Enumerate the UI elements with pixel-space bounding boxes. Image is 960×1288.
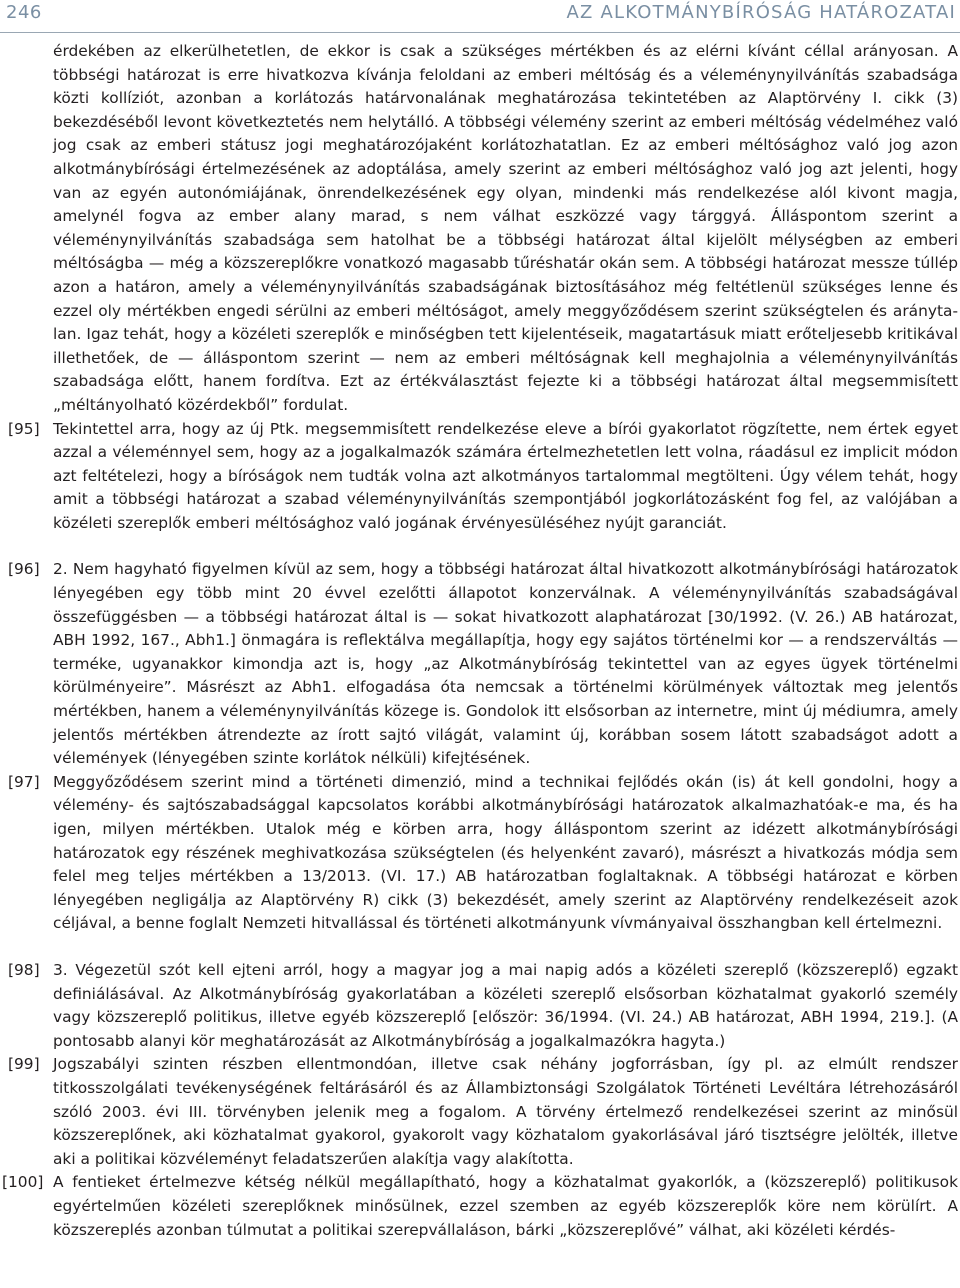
paragraph-98 (0, 959, 960, 1053)
running-head (0, 2, 960, 32)
paragraph-97 (0, 771, 960, 936)
paragraph-number: [99] (8, 1055, 40, 1074)
paragraph-number: [100] (2, 1173, 44, 1192)
paragraph-number: [98] (8, 960, 40, 979)
paragraph-100 (0, 1171, 960, 1242)
paragraph-96 (0, 558, 960, 770)
paragraph-text: 2. Nem hagyható figyelmen kívül az sem, hogy a többségi határozat által hivatkozott alkotmánybírósági határozatok lényegében egy több mint 20 évvel ezelőtti állapotot konzerválnak. A véleménynyilvánítás szabadságával összefüggésben — a többségi határozat által is — sokat hivatkozott alaphatározat [30/1992. (V. 26.) AB határozat, ABH 1992, 167., Abh1.] önmagára is reflektálva megállapítja, hogy egy sajátos történelmi kor — a rendszerváltás — terméke, ugyanakkor kimondja azt is, hogy „az Alkotmánybíróság tekintettel van az egyes ügyek történelmi körülményeire”. Másrészt az Abh1. elfogadása óta nemcsak a történelmi körülmények változtak meg jelentős mértékben, hanem a véleménynyilvánítás közege is. Gondolok itt elsősorban az internetre, mint új médiumra, amely jelentős mértékben átrendezte az írott sajtó világát, valamint új, korábban sosem látott szabadságot adott a vélemények (lényegében szinte korlátok nélküli) kifejtésének. (53, 560, 958, 768)
paragraph-text: A fentieket értelmezve kétség nélkül megállapítható, hogy a közhatalmat gyakorlók, a (közszereplő) politikusok egyértelműen közéleti szereplőknek minősülnek, ezzel szemben az egyéb közszereplők köre nem körülírt. A közszereplés azonban túlmutat a politikai szerepvállaláson, bárki „közszereplővé” válhat, aki közéleti kérdés- (53, 1173, 958, 1239)
paragraph-text: Tekintettel arra, hogy az új Ptk. megsemmisített rendelkezése eleve a bírói gyakorlatot rögzítette, nem értek egyet azzal a véleménnyel sem, hogy az a jogalkalmazók számára értelmezhetetlen lett volna, ráadásul ez implicit módon azt feltételezi, hogy a bíróságok nem tudták volna azt alkotmányos tartalommal megtölteni. Úgy vélem tehát, hogy amit a többségi határozat a szabad véleménynyilvánítás szempontjából jogkorlátozásként fog fel, az valójában a közéleti szereplők emberi méltósághoz való jogának érvényesüléséhez nyújt garanciát. (53, 419, 958, 532)
paragraph-text: Jogszabályi szinten részben ellentmondóan, illetve csak néhány jogforrásban, így pl. az elmúlt rendszer titkosszolgálati tevékenységének feltárásáról és az Állambiztonsági Szolgálatok Történeti Levéltára létrehozásáról szóló 2003. évi III. törvényben jelenik meg a fogalom. A törvény értelmező rendelkezései szerint az minősül közszereplőnek, aki közhatalmat gyakorol, gyakorolt vagy közhatalom gyakorlásával járó tisztségre jelölték, illetve aki a politikai közvéleményt feladatszerűen alakítja vagy alakította. (53, 1055, 958, 1168)
journal-title: AZ ALKOTMÁNYBÍRÓSÁG HATÁROZATAI (566, 2, 956, 23)
paragraph-number: [97] (8, 772, 40, 791)
header-rule (0, 32, 960, 33)
paragraph-text: Meggyőződésem szerint mind a történeti dimenzió, mind a technikai fejlődés okán (is) át kell gondolni, hogy a vélemény- és sajtószabadsággal kapcsolatos korábbi alkotmánybírósági határozatok alkalmazhatóak-e ma, és ha igen, milyen mértékben. Utalok még e körben arra, hogy álláspontom szerint az idézett alkotmánybírósági határozatok egy részének meghivatkozása szükségtelen (és helyenként zavaró), másrészt a hivatkozás módja sem felel meg teljes mértékben a 13/2013. (VI. 17.) AB határozatban foglaltaknak. A többségi határozat e körben lényegében negligálja az Alaptörvény R) cikk (3) bekezdését, amely szerint az Alaptörvény rendelkezéseit azok céljával, a benne foglalt Nemzeti hitvallással és történeti alkotmányunk vívmányaival összhangban kell értelmezni. (53, 772, 958, 933)
body-text (0, 40, 960, 1242)
paragraph-number: [95] (8, 419, 40, 438)
paragraph-99 (0, 1053, 960, 1171)
paragraph-95 (0, 418, 960, 536)
paragraph-text: 3. Végezetül szót kell ejteni arról, hogy a magyar jog a mai napig adós a közéleti szereplő (közszereplő) egzakt definiálásával. Az Alkotmánybíróság gyakorlatában a közéleti szereplő elsősorban közhatalmat gyakorló személy vagy közszereplő politikus, illetve egyéb közszereplő [először: 36/1994. (VI. 24.) AB határozat, ABH 1994, 219.]. (A pontosabb alanyi kör meghatározását az Alkotmánybíróság a jogalkalmazókra hagyta.) (53, 960, 958, 1050)
page-number: 246 (6, 2, 42, 23)
continued-paragraph: érdekében az elkerülhetetlen, de ekkor is csak a szükséges mértékben és az elérni kívánt céllal arányosan. A többségi határozat is erre hivatkozva kívánja feloldani az emberi méltóság és a véleménynyilvánítás szabadsága közti kollíziót, azonban a korlátozás határvonalának meghatározása tekintetében az Alaptörvény I. cikk (3) bekezdéséből levont következtetés nem helytálló. A többségi vélemény szerint az emberi méltóság védelméhez való jog csak az emberi státusz jogi meghatározójaként korlátozhatatlan. Ez az emberi méltósághoz való jog azon alkotmánybírósági értelmezésének az adoptálása, amely szerint az emberi méltósághoz való jog azt jelenti, hogy van az egyén autonómiájának, önrendelkezésének egy olyan, mindenki más rendelkezése alól kivont magja, amelynél fogva az ember alany marad, s nem válhat eszközzé vagy tárggyá. Álláspontom szerint a véleménynyilvánítás szabadsága sem hatolhat be a többségi határozat által kijelölt mélységben az emberi méltóságba — még a közszereplőkre vonatkozó magasabb tűréshatár okán sem. A többségi határozat messze túllép azon a határon, amely a véleménynyilvánítás szabadságának biztosításához még feltétlenül szükséges lenne és ezzel oly mértékben engedi sérülni az emberi méltóságot, amely meggyőződésem szerint szükségtelen és aránytalan. Igaz tehát, hogy a közéleti szereplők e minőségben tett kijelentéseik, magatartásuk miatt erőteljesebb kritikával illethetőek, de — álláspontom szerint — nem az emberi méltóságnak kell meghajolnia a véleménynyilvánítás szabadsága előtt, hanem fordítva. Ezt az értékválasztást fejezte ki a többségi határozat által megsemmisített „méltányolható közérdekből” fordulat. (53, 42, 958, 414)
paragraph-number: [96] (8, 560, 40, 579)
